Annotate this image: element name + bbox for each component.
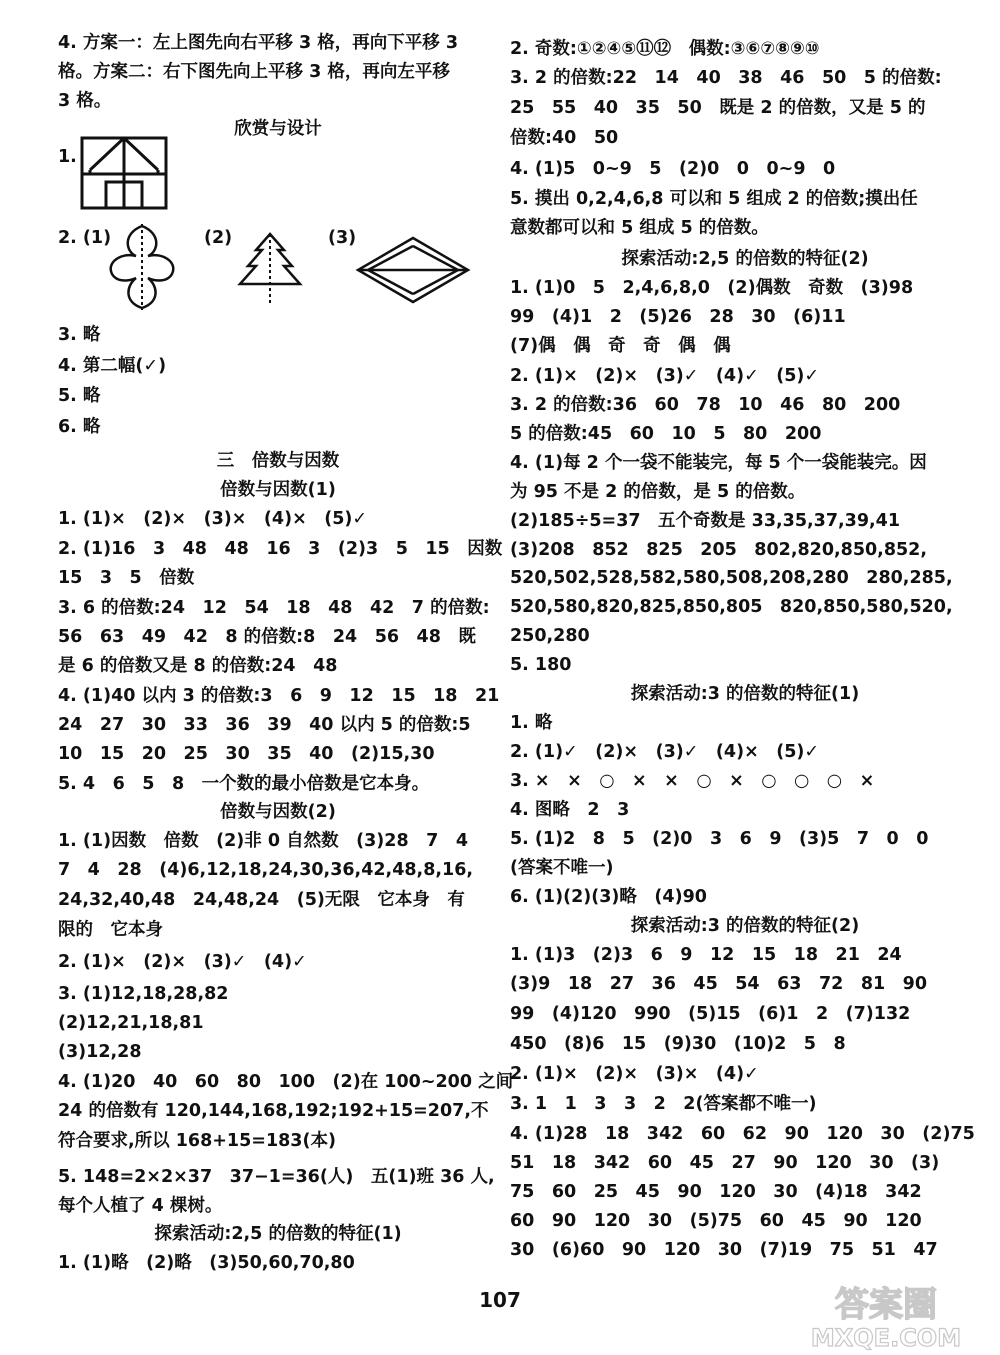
answer-line: 1. (1)× (2)× (3)× (4)× (5)✓: [58, 509, 368, 529]
answer-line: 1. (1)略 (2)略 (3)50,60,70,80: [58, 1253, 355, 1273]
answer-line: (答案不唯一): [510, 858, 614, 878]
answer-line: 3. 2 的倍数:36 60 78 10 46 80 200: [510, 395, 901, 415]
section-heading: 探索活动:3 的倍数的特征(2): [630, 916, 860, 936]
answer-line: 2. 奇数:①②④⑤⑪⑫ 偶数:③⑥⑦⑧⑨⑩: [510, 39, 820, 59]
answer-line: 5. (1)2 8 5 (2)0 3 6 9 (3)5 7 0 0: [510, 829, 929, 849]
answer-line: 4. (1)每 2 个一袋不能装完，每 5 个一袋能装完。因: [510, 453, 927, 473]
answer-line: (2)185÷5=37 五个奇数是 33,35,37,39,41: [510, 511, 901, 531]
question-number: (3): [328, 228, 357, 248]
flower-symmetric-figure: [102, 222, 182, 312]
answer-line: 4. (1)20 40 60 80 100 (2)在 100~200 之间: [58, 1072, 514, 1092]
house-symmetric-figure: [80, 136, 168, 211]
answer-line: 3. 6 的倍数:24 12 54 18 48 42 7 的倍数:: [58, 598, 490, 618]
answer-line: 51 18 342 60 45 27 90 120 30 (3): [510, 1153, 940, 1173]
answer-line: 1. (1)3 (2)3 6 9 12 15 18 21 24: [510, 945, 902, 965]
answer-line: 24,32,40,48 24,48,24 (5)无限 它本身 有: [58, 890, 465, 910]
answer-line: 倍数:40 50: [510, 128, 619, 148]
answer-line: 4. (1)5 0~9 5 (2)0 0 0~9 0: [510, 159, 836, 179]
answer-line: (2)12,21,18,81: [58, 1013, 204, 1033]
answer-line: 75 60 25 45 90 120 30 (4)18 342: [510, 1182, 922, 1202]
answer-line: 1. 略: [510, 713, 553, 733]
answer-line: 4. 方案一：左上图先向右平移 3 格，再向下平移 3: [58, 33, 459, 53]
answer-line: 4. 第二幅(✓): [58, 356, 167, 376]
answer-line: 99 (4)120 990 (5)15 (6)1 2 (7)132: [510, 1004, 911, 1024]
answer-line: (3)208 852 825 205 802,820,850,852,: [510, 540, 928, 560]
section-heading: 倍数与因数(1): [220, 480, 336, 500]
answer-line: (7)偶 偶 奇 奇 偶 偶: [510, 336, 731, 356]
section-heading: 倍数与因数(2): [220, 802, 336, 822]
section-heading: 欣赏与设计: [234, 119, 322, 139]
question-number: (2): [204, 228, 233, 248]
answer-line: 10 15 20 25 30 35 40 (2)15,30: [58, 744, 435, 764]
answer-line: 30 (6)60 90 120 30 (7)19 75 51 47: [510, 1240, 938, 1260]
answer-line: 1. (1)0 5 2,4,6,8,0 (2)偶数 奇数 (3)98: [510, 278, 914, 298]
answer-line: 5. 180: [510, 655, 572, 675]
answer-line: 每个人植了 4 棵树。: [58, 1196, 223, 1216]
answer-line: 3 格。: [58, 91, 112, 111]
answer-line: 2. (1)× (2)× (3)✓ (4)✓: [58, 952, 307, 972]
question-number: 2. (1): [58, 228, 112, 248]
section-heading: 探索活动:3 的倍数的特征(1): [630, 684, 860, 704]
answer-line: 450 (8)6 15 (9)30 (10)2 5 8: [510, 1034, 846, 1054]
answer-line: 25 55 40 35 50 既是 2 的倍数，又是 5 的: [510, 98, 926, 118]
answer-line: 4. (1)40 以内 3 的倍数:3 6 9 12 15 18 21: [58, 686, 500, 706]
answer-line: 2. (1)× (2)× (3)× (4)✓: [510, 1064, 759, 1084]
answer-line: 3. 1 1 3 3 2 2(答案都不唯一): [510, 1094, 817, 1114]
answer-line: 6. (1)(2)(3)略 (4)90: [510, 887, 707, 907]
answer-line: 5. 略: [58, 386, 101, 406]
answer-line: 符合要求,所以 168+15=183(本): [58, 1131, 336, 1151]
watermark-text: 答案圈: [835, 1285, 937, 1325]
answer-line: 限的 它本身: [58, 920, 163, 940]
answer-line: 2. (1)✓ (2)× (3)✓ (4)× (5)✓: [510, 742, 820, 762]
answer-line: 格。方案二：右下图先向上平移 3 格，再向左平移: [58, 62, 450, 82]
section-heading: 探索活动:2,5 的倍数的特征(2): [621, 249, 869, 269]
answer-line: 7 4 28 (4)6,12,18,24,30,36,42,48,8,16,: [58, 860, 474, 880]
watermark-logo: [786, 1282, 986, 1352]
answer-line: 为 95 不是 2 的倍数，是 5 的倍数。: [510, 482, 806, 502]
answer-line: 2. (1)16 3 48 48 16 3 (2)3 5 15 因数: [58, 539, 503, 559]
answer-line: 1. (1)因数 倍数 (2)非 0 自然数 (3)28 7 4: [58, 831, 469, 851]
answer-line: 3. × × ○ × × ○ × ○ ○ ○ ×: [510, 771, 875, 791]
answer-line: 5. 148=2×2×37 37−1=36(人) 五(1)班 36 人,: [58, 1167, 495, 1187]
answer-line: 24 27 30 33 36 39 40 以内 5 的倍数:5: [58, 715, 471, 735]
answer-line: 3. (1)12,18,28,82: [58, 984, 229, 1004]
watermark-url: MXQE.COM: [810, 1324, 962, 1352]
answer-line: 60 90 120 30 (5)75 60 45 90 120: [510, 1211, 922, 1231]
page-number: 107: [479, 1288, 521, 1312]
answer-line: 4. (1)28 18 342 60 62 90 120 30 (2)75: [510, 1124, 975, 1144]
answer-line: 15 3 5 倍数: [58, 568, 195, 588]
chapter-heading: 三 倍数与因数: [216, 451, 340, 471]
question-number: 1.: [58, 147, 77, 167]
answer-line: 5. 摸出 0,2,4,6,8 可以和 5 组成 2 的倍数;摸出任: [510, 189, 918, 209]
answer-line: 4. 图略 2 3: [510, 800, 630, 820]
answer-line: 意数都可以和 5 组成 5 的倍数。: [510, 218, 769, 238]
tree-symmetric-figure: [234, 232, 306, 306]
section-heading: 探索活动:2,5 的倍数的特征(1): [154, 1224, 402, 1244]
answer-line: 99 (4)1 2 (5)26 28 30 (6)11: [510, 307, 846, 327]
answer-line: (3)9 18 27 36 45 54 63 72 81 90: [510, 974, 928, 994]
answer-line: 24 的倍数有 120,144,168,192;192+15=207,不: [58, 1101, 489, 1121]
answer-line: 5 的倍数:45 60 10 5 80 200: [510, 424, 822, 444]
answer-line: 6. 略: [58, 417, 101, 437]
diamond-symmetric-figure: [354, 236, 472, 304]
answer-line: (3)12,28: [58, 1042, 142, 1062]
answer-line: 520,502,528,582,580,508,208,280 280,285,: [510, 568, 953, 588]
answer-line: 520,580,820,825,850,805 820,850,580,520,: [510, 597, 953, 617]
answer-line: 56 63 49 42 8 的倍数:8 24 56 48 既: [58, 627, 476, 647]
answer-line: 2. (1)× (2)× (3)✓ (4)✓ (5)✓: [510, 366, 820, 386]
answer-line: 3. 略: [58, 325, 101, 345]
answer-line: 3. 2 的倍数:22 14 40 38 46 50 5 的倍数:: [510, 68, 942, 88]
answer-line: 是 6 的倍数又是 8 的倍数:24 48: [58, 656, 338, 676]
answer-line: 250,280: [510, 626, 590, 646]
answer-line: 5. 4 6 5 8 一个数的最小倍数是它本身。: [58, 774, 430, 794]
